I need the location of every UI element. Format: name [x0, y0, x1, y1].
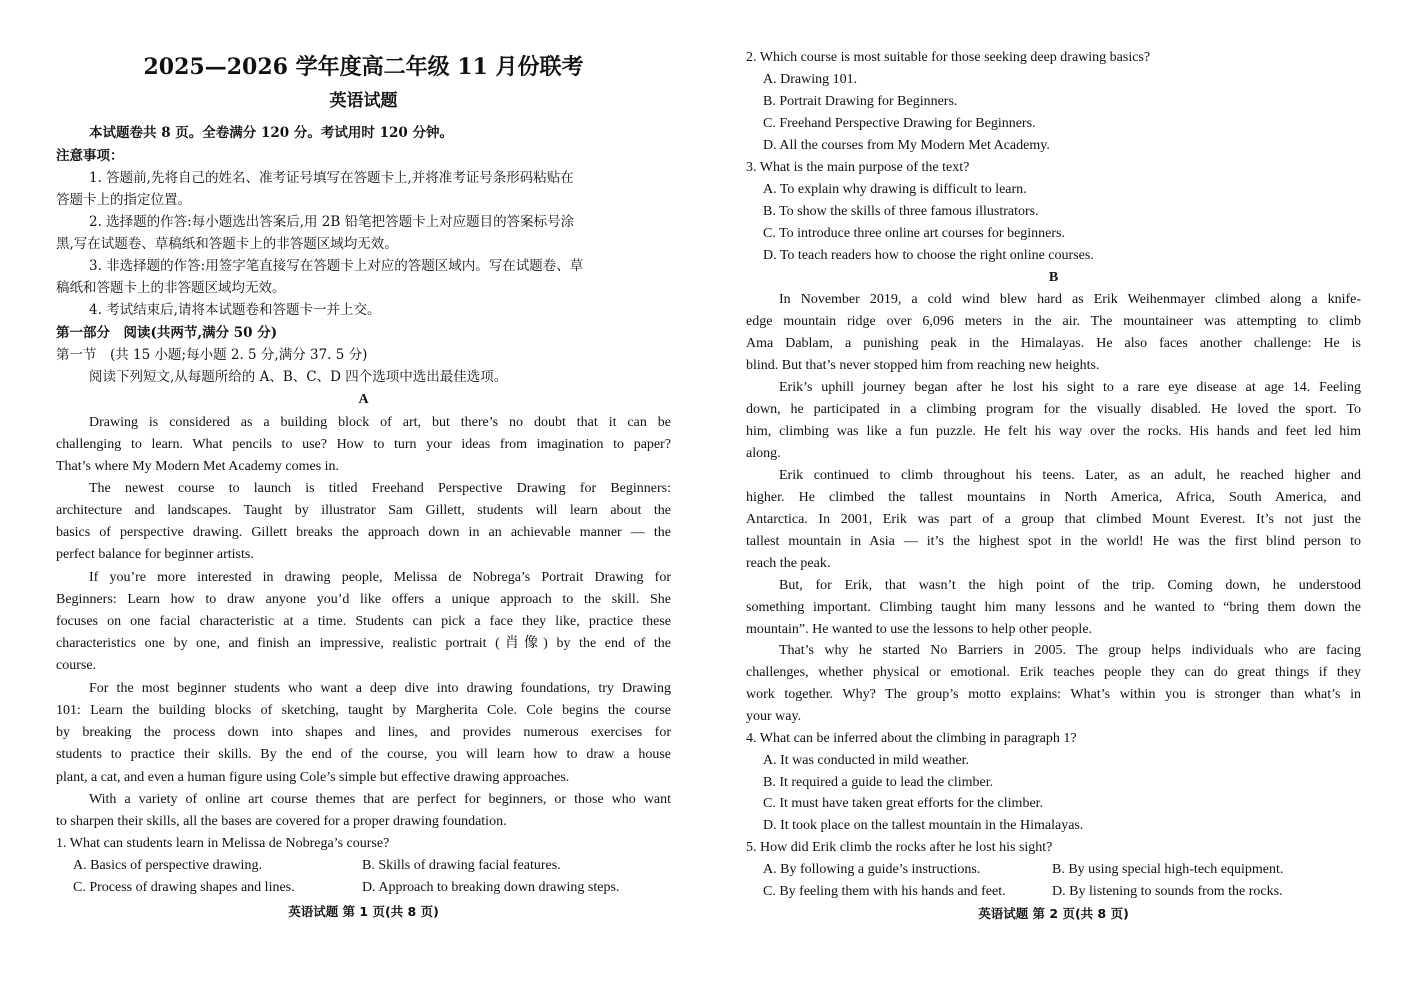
question-2-option-d[interactable]: D. All the courses from My Modern Met Academy.	[763, 138, 1050, 153]
question-1-option-c[interactable]: C. Process of drawing shapes and lines.	[73, 880, 295, 895]
passage-b-label: B	[1048, 270, 1059, 285]
passage-a-line: students to practice their skills. By the end of the course, you will learn how to draw a house	[56, 747, 671, 762]
passage-a-line: plant, a cat, and even a human figure using Cole’s simple but effective drawing approaches.	[56, 770, 570, 785]
question-3-option-d[interactable]: D. To teach readers how to choose the right online courses.	[763, 248, 1094, 263]
passage-a-line: That’s where My Modern Met Academy comes in.	[56, 459, 340, 474]
notes-heading: 注意事项：	[56, 148, 124, 164]
subject-title: 英语试题	[329, 91, 398, 111]
passage-b-line: something important. Climbing taught him many lessons and he wanted to “bring them down the	[746, 600, 1361, 615]
passage-a-line: With a variety of online art course themes that are perfect for beginners, or those who want	[89, 792, 671, 807]
note-4: 4. 考试结束后,请将本试题卷和答题卡一并上交。	[89, 302, 381, 318]
passage-b-line: work together. Why? The group’s motto explains: What’s within you is stronger than what’s in	[746, 687, 1361, 702]
passage-a-line: to sharpen their skills, all the bases are covered for a proper drawing foundation.	[56, 814, 507, 829]
passage-b-line: But, for Erik, that wasn’t the high point of the trip. Coming down, he understood	[779, 578, 1361, 593]
passage-b-line: In November 2019, a cold wind blew hard as Erik Weihenmayer climbed along a knife-	[779, 292, 1361, 307]
passage-a-label: A	[358, 392, 369, 407]
passage-a-line: Beginners: Learn how to draw anyone you’d like offers a unique approach to the skill. She	[56, 592, 671, 607]
passage-b-line: Ama Dablam, a punishing peak in the Himalayas. He also faces another challenge: He is	[746, 336, 1361, 351]
passage-b-line: Erik’s uphill journey began after he lost his sight to a rare eye disease at age 14. Feeling	[779, 380, 1361, 395]
section-heading: 第一节 (共 15 小题;每小题 2. 5 分,满分 37. 5 分)	[56, 347, 368, 363]
question-5-option-c[interactable]: C. By feeling them with his hands and feet.	[763, 884, 1006, 899]
page-1-footer: 英语试题 第 1 页(共 8 页)	[288, 904, 439, 919]
passage-b-line: challenges, whether physical or emotional. Erik teaches people they can do great things if they	[746, 665, 1361, 680]
question-3-option-b[interactable]: B. To show the skills of three famous illustrators.	[763, 204, 1039, 219]
passage-a-line: If you’re more interested in drawing people, Melissa de Nobrega’s Portrait Drawing for	[89, 570, 671, 585]
passage-a-line: characteristics one by one, and finish an impressive, realistic portrait (肖像) by the end of the	[56, 636, 671, 651]
passage-b-line: him, climbing was like a fun puzzle. He felt his way over the rocks. His hands and feet led him	[746, 424, 1361, 439]
passage-b-line: Antarctica. In 2001, Erik was part of a group that climbed Mount Everest. It’s not just the	[746, 512, 1361, 527]
page-2-footer: 英语试题 第 2 页(共 8 页)	[978, 906, 1129, 921]
passage-a-line: 101: Learn the building blocks of sketching, taught by Margherita Cole. Cole begins the course	[56, 703, 671, 718]
passage-b-line: That’s why he started No Barriers in 2005. The group helps individuals who are facing	[779, 643, 1361, 658]
question-2-option-b[interactable]: B. Portrait Drawing for Beginners.	[763, 94, 958, 109]
passage-b-line: your way.	[746, 709, 802, 724]
passage-a-line: course.	[56, 658, 97, 673]
passage-a-line: perfect balance for beginner artists.	[56, 547, 254, 562]
question-4-option-b[interactable]: B. It required a guide to lead the climber.	[763, 775, 994, 790]
note-2a: 2. 选择题的作答:每小题选出答案后,用 2B 铅笔把答题卡上对应题目的答案标号涂	[89, 214, 575, 230]
question-4-option-d[interactable]: D. It took place on the tallest mountain in the Himalayas.	[763, 818, 1084, 833]
passage-a-line: by breaking the process down into shapes and lines, and provides numerous exercises for	[56, 725, 671, 740]
question-1-option-d[interactable]: D. Approach to breaking down drawing steps.	[362, 880, 620, 895]
question-4-option-c[interactable]: C. It must have taken great efforts for the climber.	[763, 796, 1044, 811]
note-2b: 黑,写在试题卷、草稿纸和答题卡上的非答题区域均无效。	[56, 236, 398, 252]
passage-a-line: basics of perspective drawing. Gillett breaks the approach down in an achievable manner — the	[56, 525, 671, 540]
question-2-stem: 2. Which course is most suitable for those seeking deep drawing basics?	[746, 50, 1151, 65]
question-1-option-b[interactable]: B. Skills of drawing facial features.	[362, 858, 561, 873]
question-1-option-a[interactable]: A. Basics of perspective drawing.	[73, 858, 262, 873]
passage-b-line: down, he participated in a climbing program for the visually disabled. He loved the sport. To	[746, 402, 1361, 417]
passage-a-line: The newest course to launch is titled Freehand Perspective Drawing for Beginners:	[89, 481, 671, 496]
question-2-option-a[interactable]: A. Drawing 101.	[763, 72, 858, 87]
passage-b-line: reach the peak.	[746, 556, 831, 571]
note-1a: 1. 答题前,先将自己的姓名、准考证号填写在答题卡上,并将准考证号条形码粘贴在	[89, 170, 574, 186]
question-3-option-a[interactable]: A. To explain why drawing is difficult to learn.	[763, 182, 1027, 197]
passage-b-line: Erik continued to climb throughout his teens. Later, as an adult, he reached higher and	[779, 468, 1361, 483]
passage-a-line: Drawing is considered as a building block of art, but there’s no doubt that it can be	[89, 415, 671, 430]
note-1b: 答题卡上的指定位置。	[56, 192, 191, 208]
passage-a-line: challenging to learn. What pencils to use? How to turn your ideas from imagination to paper?	[56, 437, 671, 452]
question-1-stem: 1. What can students learn in Melissa de Nobrega’s course?	[56, 836, 390, 851]
passage-b-line: along.	[746, 446, 781, 461]
note-3a: 3. 非选择题的作答:用签字笔直接写在答题卡上对应的答题区域内。写在试题卷、草	[89, 258, 584, 274]
instruction: 阅读下列短文,从每题所给的 A、B、C、D 四个选项中选出最佳选项。	[89, 369, 508, 385]
question-2-option-c[interactable]: C. Freehand Perspective Drawing for Beginners.	[763, 116, 1036, 131]
exam-title: 2025—2026 学年度高二年级 11 月份联考	[143, 54, 584, 80]
question-5-option-d[interactable]: D. By listening to sounds from the rocks.	[1052, 884, 1283, 899]
part-heading: 第一部分 阅读(共两节,满分 50 分)	[56, 325, 278, 341]
passage-b-line: tallest mountain in Asia — it’s the highest spot in the world! He was the first blind person to	[746, 534, 1361, 549]
question-5-stem: 5. How did Erik climb the rocks after he lost his sight?	[746, 840, 1053, 855]
question-4-option-a[interactable]: A. It was conducted in mild weather.	[763, 753, 970, 768]
passage-b-line: blind. But that’s never stopped him from reaching new heights.	[746, 358, 1100, 373]
passage-a-line: For the most beginner students who want a deep dive into drawing foundations, try Drawing	[89, 681, 671, 696]
passage-b-line: mountain”. He wanted to use the lessons to help other people.	[746, 622, 1093, 637]
question-5-option-a[interactable]: A. By following a guide’s instructions.	[763, 862, 981, 877]
question-5-option-b[interactable]: B. By using special high-tech equipment.	[1052, 862, 1284, 877]
exam-info: 本试题卷共 8 页。全卷满分 120 分。考试用时 120 分钟。	[89, 125, 453, 141]
question-3-option-c[interactable]: C. To introduce three online art courses for beginners.	[763, 226, 1066, 241]
passage-a-line: architecture and landscapes. Taught by illustrator Sam Gillett, students will learn about the	[56, 503, 671, 518]
note-3b: 稿纸和答题卡上的非答题区域均无效。	[56, 280, 286, 296]
passage-a-line: focuses on one facial characteristic at a time. Students can pick a face they like, practice these	[56, 614, 671, 629]
question-4-stem: 4. What can be inferred about the climbing in paragraph 1?	[746, 731, 1077, 746]
passage-b-line: higher. He climbed the tallest mountains in North America, Africa, South America, and	[746, 490, 1361, 505]
question-3-stem: 3. What is the main purpose of the text?	[746, 160, 970, 175]
passage-b-line: edge mountain ridge over 6,096 meters in the air. The mountaineer was attempting to climb	[746, 314, 1361, 329]
